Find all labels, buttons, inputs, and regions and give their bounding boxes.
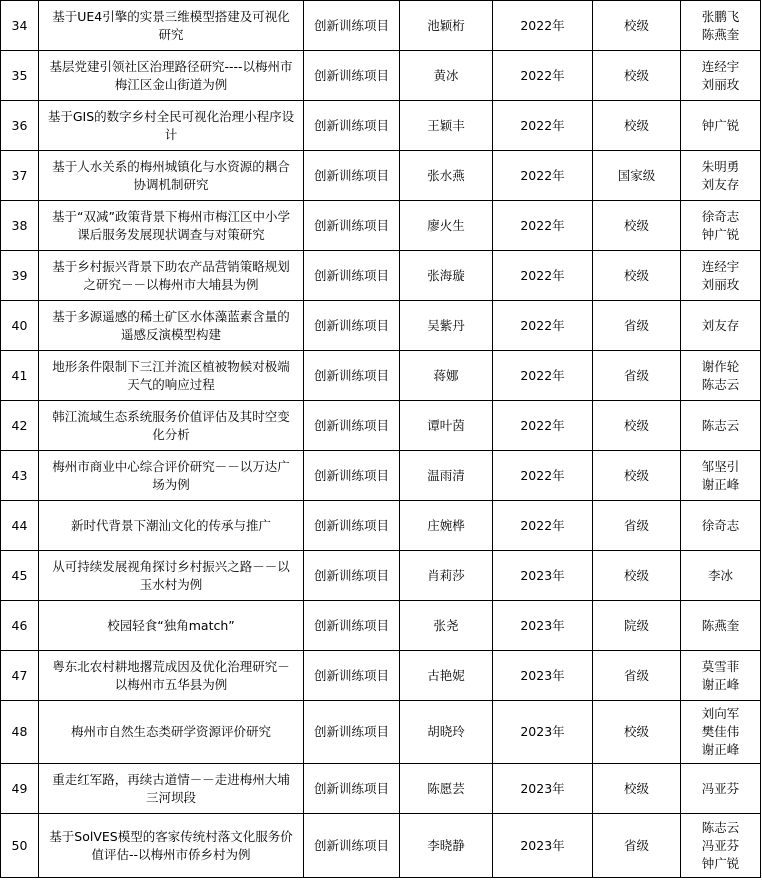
project-level: 省级 — [593, 301, 681, 351]
project-leader: 张尧 — [400, 601, 493, 651]
project-title: 基于UE4引擎的实景三维模型搭建及可视化研究 — [39, 1, 304, 51]
project-leader: 庄婉桦 — [400, 501, 493, 551]
project-mentors — [681, 51, 761, 101]
project-level: 校级 — [593, 1, 681, 51]
project-year: 2022年 — [493, 451, 593, 501]
table-row — [1, 201, 761, 251]
project-type: 创新训练项目 — [304, 301, 400, 351]
project-type: 创新训练项目 — [304, 201, 400, 251]
row-number: 49 — [1, 764, 39, 814]
mentor-name: 陈燕奎 — [701, 617, 740, 633]
mentor-name: 连经宇 — [701, 258, 740, 274]
project-year: 2022年 — [493, 351, 593, 401]
row-number: 39 — [1, 251, 39, 301]
project-type: 创新训练项目 — [304, 814, 400, 878]
row-number: 43 — [1, 451, 39, 501]
table-row — [1, 814, 761, 878]
mentor-name: 谢正峰 — [701, 676, 740, 692]
project-type: 创新训练项目 — [304, 51, 400, 101]
project-level: 国家级 — [593, 151, 681, 201]
table-row — [1, 1, 761, 51]
project-leader: 池颖桁 — [400, 1, 493, 51]
mentor-name: 钟广锐 — [701, 226, 740, 242]
project-type: 创新训练项目 — [304, 451, 400, 501]
table-row — [1, 551, 761, 601]
table-row — [1, 501, 761, 551]
project-title: 校园轻食“独角match” — [39, 601, 304, 651]
mentor-name: 朱明勇 — [701, 158, 740, 174]
project-level: 校级 — [593, 551, 681, 601]
project-title: 地形条件限制下三江并流区植被物候对极端天气的响应过程 — [39, 351, 304, 401]
project-type: 创新训练项目 — [304, 551, 400, 601]
row-number: 37 — [1, 151, 39, 201]
mentor-name: 陈志云 — [701, 417, 740, 433]
project-year: 2022年 — [493, 251, 593, 301]
row-number: 42 — [1, 401, 39, 451]
mentor-name: 陈志云 — [701, 376, 740, 392]
project-level: 校级 — [593, 451, 681, 501]
project-mentors — [681, 201, 761, 251]
table-row — [1, 251, 761, 301]
project-level: 校级 — [593, 701, 681, 764]
mentor-name: 钟广锐 — [701, 117, 740, 133]
row-number: 36 — [1, 101, 39, 151]
row-number: 41 — [1, 351, 39, 401]
project-type: 创新训练项目 — [304, 501, 400, 551]
table-row — [1, 351, 761, 401]
project-title: 梅州市商业中心综合评价研究－－以万达广场为例 — [39, 451, 304, 501]
mentor-name: 张鹏飞 — [701, 8, 740, 24]
project-type: 创新训练项目 — [304, 401, 400, 451]
mentor-name: 陈燕奎 — [701, 26, 740, 42]
project-level: 省级 — [593, 814, 681, 878]
project-title: 基于SolVES模型的客家传统村落文化服务价值评估--以梅州市侨乡村为例 — [39, 814, 304, 878]
project-level: 省级 — [593, 501, 681, 551]
project-leader: 肖莉莎 — [400, 551, 493, 601]
project-leader: 蒋娜 — [400, 351, 493, 401]
mentor-name: 陈志云 — [701, 819, 740, 835]
project-title: 基于多源遥感的稀土矿区水体藻蓝素含量的遥感反演模型构建 — [39, 301, 304, 351]
project-mentors — [681, 1, 761, 51]
row-number: 45 — [1, 551, 39, 601]
project-leader: 谭叶茵 — [400, 401, 493, 451]
row-number: 46 — [1, 601, 39, 651]
project-type: 创新训练项目 — [304, 651, 400, 701]
project-title: 基于人水关系的梅州城镇化与水资源的耦合协调机制研究 — [39, 151, 304, 201]
project-year: 2023年 — [493, 651, 593, 701]
project-mentors — [681, 551, 761, 601]
project-title: 基于“双减”政策背景下梅州市梅江区中小学课后服务发展现状调查与对策研究 — [39, 201, 304, 251]
project-leader: 张海璇 — [400, 251, 493, 301]
row-number: 48 — [1, 701, 39, 764]
project-mentors — [681, 251, 761, 301]
project-leader: 温雨清 — [400, 451, 493, 501]
project-type: 创新训练项目 — [304, 351, 400, 401]
project-year: 2022年 — [493, 1, 593, 51]
project-type: 创新训练项目 — [304, 101, 400, 151]
project-year: 2023年 — [493, 764, 593, 814]
project-year: 2022年 — [493, 201, 593, 251]
project-type: 创新训练项目 — [304, 601, 400, 651]
row-number: 35 — [1, 51, 39, 101]
project-leader: 廖火生 — [400, 201, 493, 251]
project-year: 2022年 — [493, 151, 593, 201]
project-title: 基于GIS的数字乡村全民可视化治理小程序设计 — [39, 101, 304, 151]
mentor-name: 徐奇志 — [701, 517, 740, 533]
table-row — [1, 401, 761, 451]
project-level: 校级 — [593, 201, 681, 251]
project-type: 创新训练项目 — [304, 764, 400, 814]
mentor-name: 刘丽玫 — [701, 76, 740, 92]
project-level: 校级 — [593, 101, 681, 151]
project-mentors — [681, 401, 761, 451]
project-leader: 李晓静 — [400, 814, 493, 878]
mentor-name: 莫雪菲 — [701, 658, 740, 674]
mentor-name: 连经宇 — [701, 58, 740, 74]
project-title: 韩江流域生态系统服务价值评估及其时空变化分析 — [39, 401, 304, 451]
project-mentors — [681, 651, 761, 701]
row-number: 50 — [1, 814, 39, 878]
project-year: 2023年 — [493, 814, 593, 878]
row-number: 38 — [1, 201, 39, 251]
mentor-name: 邹坚引 — [701, 458, 740, 474]
mentor-name: 刘向军 — [701, 706, 740, 721]
project-table-body — [1, 1, 761, 878]
mentor-name: 刘友存 — [701, 317, 740, 333]
project-level: 校级 — [593, 51, 681, 101]
table-row — [1, 701, 761, 764]
project-level: 校级 — [593, 401, 681, 451]
project-year: 2023年 — [493, 601, 593, 651]
mentor-name: 李冰 — [707, 567, 733, 583]
project-type: 创新训练项目 — [304, 151, 400, 201]
project-title: 梅州市自然生态类研学资源评价研究 — [39, 701, 304, 764]
project-mentors — [681, 601, 761, 651]
project-year: 2022年 — [493, 401, 593, 451]
table-row — [1, 51, 761, 101]
table-row — [1, 151, 761, 201]
mentor-name: 樊佳伟 — [701, 724, 740, 739]
row-number: 40 — [1, 301, 39, 351]
project-title: 从可持续发展视角探讨乡村振兴之路－－以玉水村为例 — [39, 551, 304, 601]
project-level: 院级 — [593, 601, 681, 651]
project-mentors — [681, 101, 761, 151]
mentor-name: 冯亚芬 — [701, 780, 740, 796]
project-title: 基层党建引领社区治理路径研究----以梅州市梅江区金山街道为例 — [39, 51, 304, 101]
table-row — [1, 301, 761, 351]
table-row — [1, 601, 761, 651]
project-year: 2022年 — [493, 501, 593, 551]
project-mentors — [681, 451, 761, 501]
project-title: 粤东北农村耕地撂荒成因及优化治理研究－以梅州市五华县为例 — [39, 651, 304, 701]
project-leader: 张水燕 — [400, 151, 493, 201]
mentor-name: 徐奇志 — [701, 208, 740, 224]
project-year: 2022年 — [493, 101, 593, 151]
project-leader: 黄冰 — [400, 51, 493, 101]
row-number: 44 — [1, 501, 39, 551]
project-leader: 王颖丰 — [400, 101, 493, 151]
mentor-name: 刘友存 — [701, 176, 740, 192]
project-level: 校级 — [593, 764, 681, 814]
project-year: 2023年 — [493, 551, 593, 601]
project-mentors — [681, 501, 761, 551]
project-mentors — [681, 301, 761, 351]
mentor-name: 谢正峰 — [701, 476, 740, 492]
project-leader: 吴紫丹 — [400, 301, 493, 351]
table-row — [1, 101, 761, 151]
mentor-name: 谢正峰 — [701, 742, 740, 757]
project-leader: 古艳妮 — [400, 651, 493, 701]
project-mentors — [681, 701, 761, 764]
project-year: 2023年 — [493, 701, 593, 764]
row-number: 47 — [1, 651, 39, 701]
project-type: 创新训练项目 — [304, 701, 400, 764]
project-leader: 胡晓玲 — [400, 701, 493, 764]
mentor-name: 刘丽玫 — [701, 276, 740, 292]
project-type: 创新训练项目 — [304, 1, 400, 51]
project-type: 创新训练项目 — [304, 251, 400, 301]
project-leader: 陈愿芸 — [400, 764, 493, 814]
project-level: 校级 — [593, 251, 681, 301]
mentor-name: 谢作轮 — [701, 358, 740, 374]
project-mentors — [681, 764, 761, 814]
mentor-name: 钟广锐 — [701, 855, 740, 871]
project-mentors — [681, 814, 761, 878]
project-title: 基于乡村振兴背景下助农产品营销策略规划之研究－－以梅州市大埔县为例 — [39, 251, 304, 301]
table-row — [1, 764, 761, 814]
row-number: 34 — [1, 1, 39, 51]
table-row — [1, 451, 761, 501]
project-year: 2022年 — [493, 51, 593, 101]
project-title: 新时代背景下潮汕文化的传承与推广 — [39, 501, 304, 551]
mentor-name: 冯亚芬 — [701, 837, 740, 853]
project-mentors — [681, 151, 761, 201]
project-title: 重走红军路，再续古道情－－走进梅州大埔三河坝段 — [39, 764, 304, 814]
project-level: 省级 — [593, 651, 681, 701]
table-row — [1, 651, 761, 701]
project-year: 2022年 — [493, 301, 593, 351]
project-mentors — [681, 351, 761, 401]
project-level: 省级 — [593, 351, 681, 401]
